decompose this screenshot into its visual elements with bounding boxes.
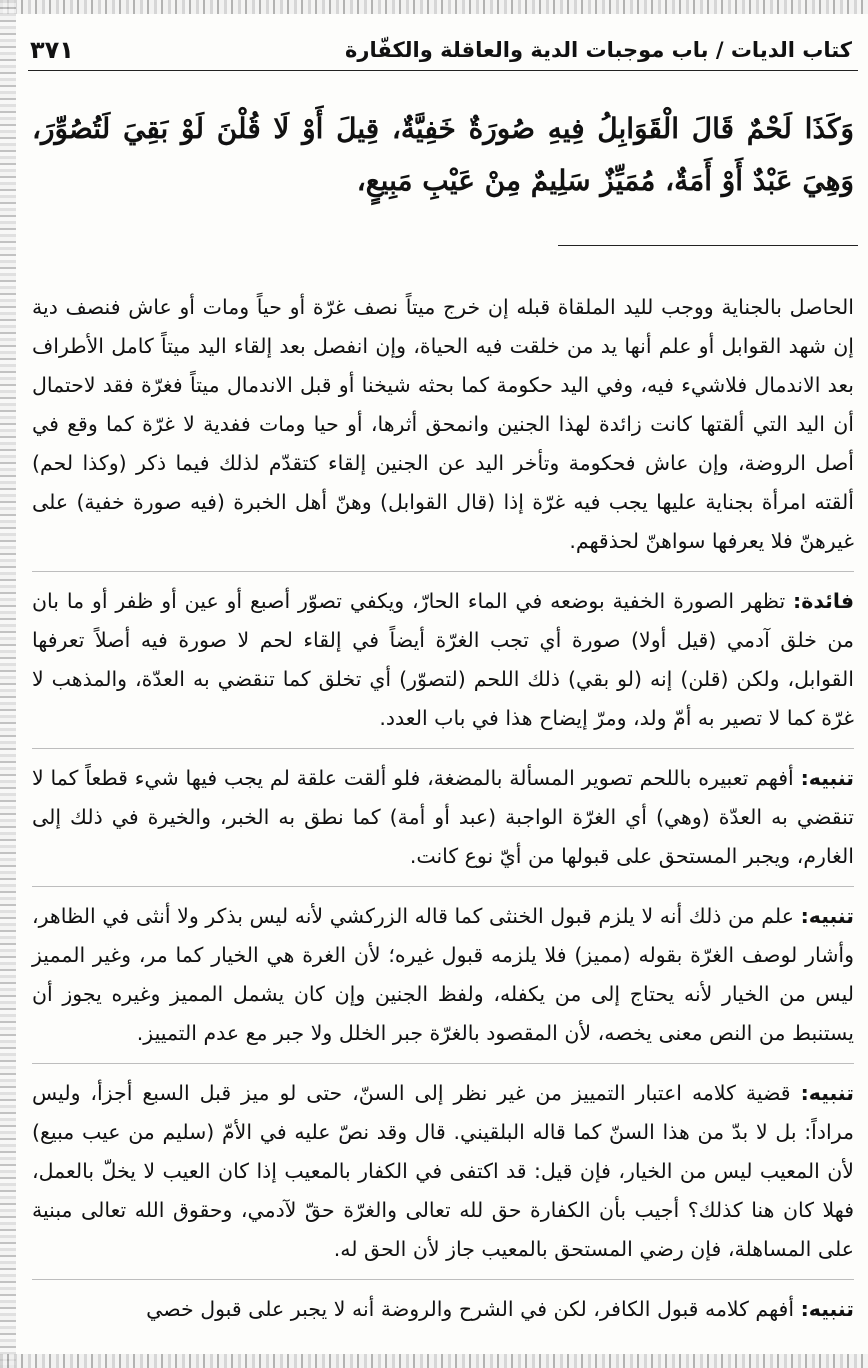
page-number: ٣٧١: [30, 36, 74, 64]
paragraph-label: تنبيه:: [800, 1081, 854, 1105]
running-header: [28, 30, 858, 71]
paragraph-text: قضية كلامه اعتبار التمييز من غير نظر إلى السنّ، حتى لو ميز قبل السبع أجزأ، وليس مراداً: بل لا بدّ من هذا السنّ كما قاله البلقيني. قال وقد نصّ عليه في الأمّ (سليم من عيب مبيع) لأن المعيب ليس من الخيار، فإن قيل: قد اكتفى في الكفار بالمعيب إذا كان العيب لا يخلّ بالعمل، فهلا كان هنا كذلك؟ أجيب بأن الكفارة حق لله تعالى والغرّة حقّ لآدمي، وحقوق الله تعالى مبنية على المساهلة، فإن رضي المستحق بالمعيب جاز لأن الحق له.: [32, 1081, 854, 1261]
commentary-paragraph: [32, 1279, 854, 1329]
paragraph-text: تظهر الصورة الخفية بوضعه في الماء الحارّ، ويكفي تصوّر أصبع أو عين أو ظفر أو ما بان من خلق آدمي (قيل أولا) صورة أي تجب الغرّة أيضاً في إلقاء لحم لا صورة فيه أصلاً تعرفها القوابل، ولكن (قلن) إنه (لو بقي) ذلك اللحم (لتصوّر) أي تخلق كما تنقضي به العدّة، والمذهب لا غرّة كما لا تصير به أمّ ولد، ومرّ إيضاح هذا في باب العدد.: [32, 589, 854, 730]
commentary-paragraph: [32, 748, 854, 876]
footnote-divider: [558, 245, 858, 246]
commentary-paragraph: [32, 571, 854, 738]
commentary-paragraph: [32, 1063, 854, 1269]
paragraph-text: أفهم تعبيره باللحم تصوير المسألة بالمضغة، فلو ألقت علقة لم يجب فيها شيء قطعاً كما لا تنقضي به العدّة (وهي) أي الغرّة الواجبة (عبد أو أمة) كما نطق به الخبر، والخيرة في ذلك إلى الغارم، ويجبر المستحق على قبولها من أيّ نوع كانت.: [32, 766, 854, 868]
paragraph-text: علم من ذلك أنه لا يلزم قبول الخنثى كما قاله الزركشي لأنه ليس بذكر ولا أنثى في الظاهر، وأشار لوصف الغرّة بقوله (مميز) فلا يلزمه قبول غيره؛ لأن الغرة هي الخيار كما مر، وغير المميز ليس من الخيار لأنه يحتاج إلى من يكفله، ولفظ الجنين وإن كان يشمل المميز وغيره يجوز أن يستنبط من النص معنى يخصه، لأن المقصود بالغرّة جبر الخلل ولا جبر مع عدم التمييز.: [32, 904, 854, 1045]
decorative-top-border: [0, 0, 868, 14]
paragraph-text: الحاصل بالجناية ووجب لليد الملقاة قبله إن خرج ميتاً نصف غرّة أو حياً ومات أو عاش فنصف دية إن شهد القوابل أو علم أنها يد من خلقت فيه الحياة، وإن انفصل بعد إلقاء اليد ميتاً كامل الأطراف بعد الاندمال فلاشيء فيه، وفي اليد حكومة كما بحثه شيخنا أو قبل الاندمال ميتاً فغرّة فقد لاحتمال أن اليد التي ألقتها كانت زائدة لهذا الجنين وانمحق أثرها، أو حيا ومات ففدية لا غرّة كما وقع في أصل الروضة، وإن عاش فحكومة وتأخر اليد عن الجنين إلقاء كتقدّم لذلك فيما ذكر (وكذا لحم) ألقته امرأة بجناية عليها يجب فيه غرّة إذا (قال القوابل) وهنّ أهل الخبرة (فيه صورة خفية) على غيرهنّ فلا يعرفها سواهنّ لحذقهم.: [32, 295, 854, 553]
paragraph-label: تنبيه:: [800, 1297, 854, 1321]
paragraph-label: فائدة:: [793, 589, 854, 613]
paragraph-text: أفهم كلامه قبول الكافر، لكن في الشرح والروضة أنه لا يجبر على قبول خصي: [146, 1297, 795, 1321]
chapter-title: كتاب الديات / باب موجبات الدية والعاقلة والكفّارة: [344, 38, 852, 62]
book-page: [28, 30, 858, 1348]
paragraph-label: تنبيه:: [800, 904, 854, 928]
commentary: [28, 288, 858, 1329]
decorative-side-border: [0, 0, 16, 1368]
paragraph-label: تنبيه:: [800, 766, 854, 790]
decorative-bottom-border: [0, 1354, 868, 1368]
matn-text: وَكَذَا لَحْمٌ قَالَ الْقَوَابِلُ فِيهِ صُورَةٌ خَفِيَّةٌ، قِيلَ أَوْ لَا قُلْنَ لَوْ بَقِيَ لَتُصُوِّرَ، وَهِيَ عَبْدٌ أَوْ أَمَةٌ، مُمَيِّزٌ سَلِيمٌ مِنْ عَيْبِ مَبِيعٍ،: [32, 112, 854, 197]
commentary-paragraph: [32, 288, 854, 561]
commentary-paragraph: [32, 886, 854, 1053]
